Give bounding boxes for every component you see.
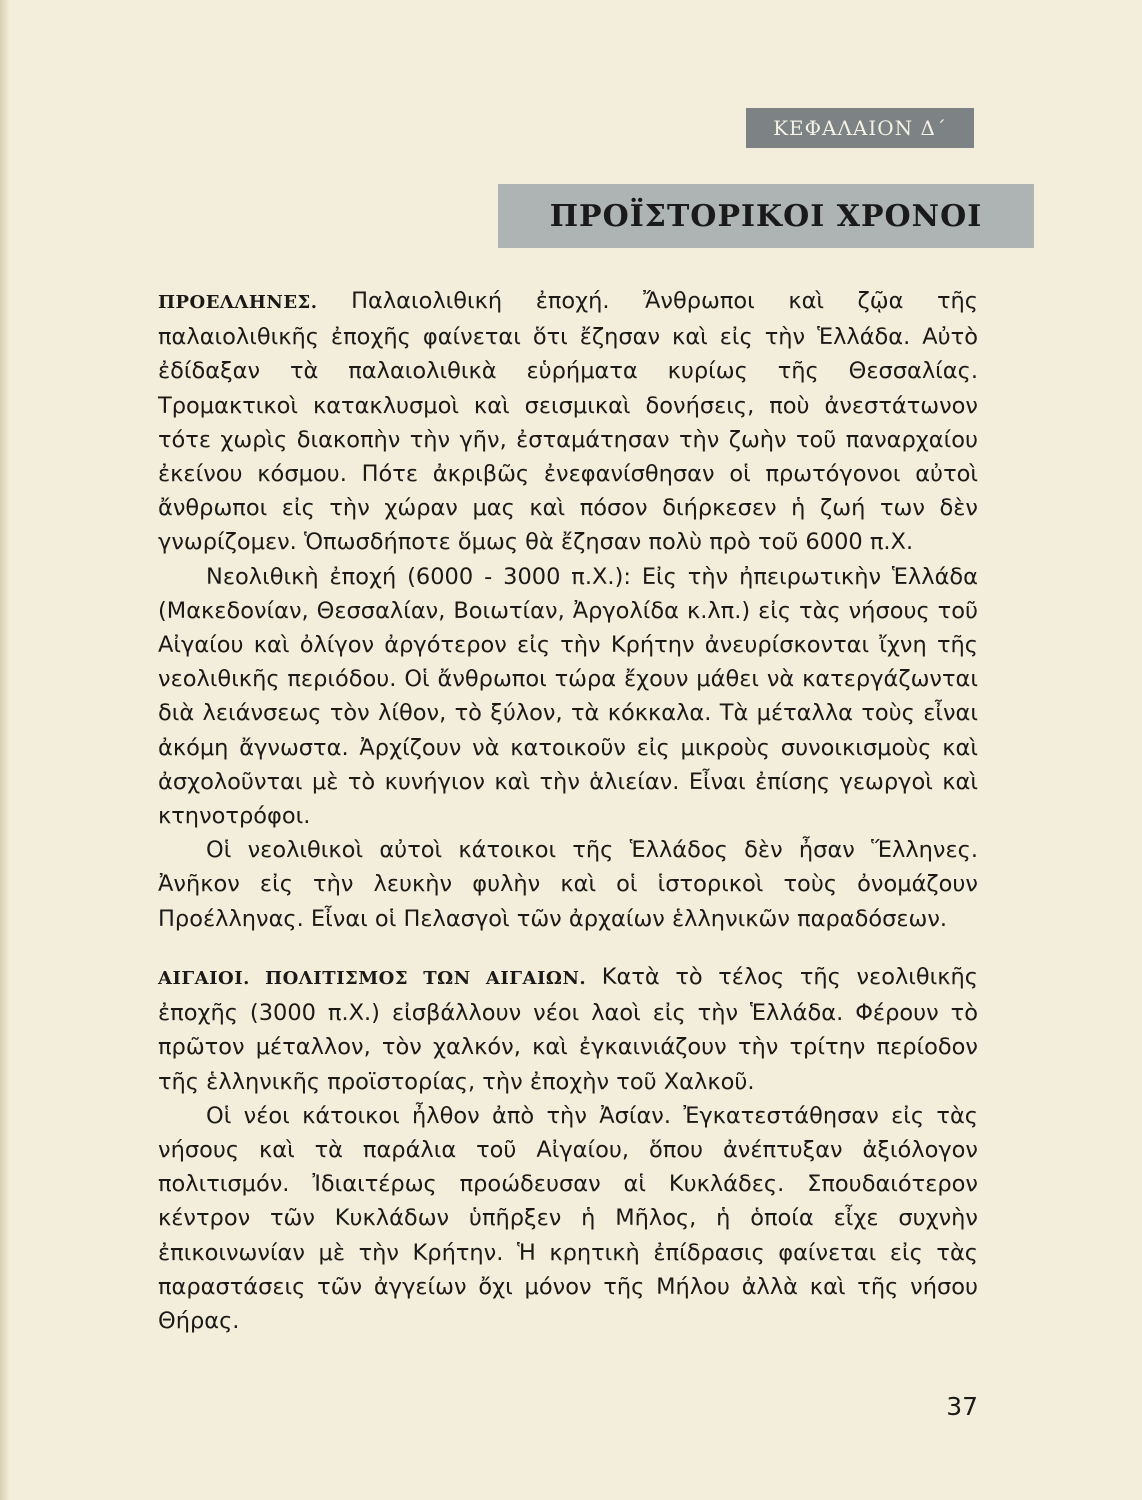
section-heading: ΠΡΟΕΛΛΗΝΕΣ. bbox=[158, 292, 318, 313]
paragraph: Οἱ νέοι κάτοικοι ἦλθον ἀπὸ τὴν Ἀσίαν. Ἐγκατεστάθησαν εἰς τὰς νήσους καὶ τὰ παράλια τοῦ Αἰγαίου, ὅπου ἀνέπτυξαν ἀξιόλογον πολιτισμόν. Ἰδιαιτέρως προώδευσαν αἱ Κυκλάδες. Σπουδαιότερον κέντρον τῶν Κυκλάδων ὑπῆρξεν ἡ Μῆλος, ἡ ὁποία εἶχε συχνὴν ἐπικοινωνίαν μὲ τὴν Κρήτην. Ἡ κρητικὴ ἐπίδρασις φαίνεται εἰς τὰς παραστάσεις τῶν ἀγγείων ὄχι μόνον τῆς Μήλου ἀλλὰ καὶ τῆς νήσου Θήρας. bbox=[158, 1102, 978, 1335]
chapter-title: ΠΡΟΪΣΤΟΡΙΚΟΙ ΧΡΟΝΟΙ bbox=[549, 199, 983, 234]
section-proellines bbox=[158, 284, 978, 936]
paragraph-text: Παλαιολιθική ἐποχή. Ἄνθρωποι καὶ ζῷα τῆς παλαιολιθικῆς ἐποχῆς φαίνεται ὅτι ἔζησαν καὶ εἰς τὴν Ἑλλάδα. Αὐτὸ ἐδίδαξαν τὰ παλαιολιθικὰ εὑρήματα κυρίως τῆς Θεσσαλίας. Τρομακτικοὶ κατακλυσμοὶ καὶ σεισμικαὶ δονήσεις, ποὺ ἀνεστάτωνον τότε χωρὶς διακοπὴν τὴν γῆν, ἐσταμάτησαν τὴν ζωὴν τοῦ παναρχαίου ἐκείνου κόσμου. Πότε ἀκριβῶς ἐνεφανίσθησαν οἱ πρωτόγονοι αὐτοὶ ἄνθρωποι εἰς τὴν χώραν μας καὶ πόσον διήρκεσεν ἡ ζωή των δὲν γνωρίζομεν. Ὁπωσδήποτε ὅμως θὰ ἔζησαν πολὺ πρὸ τοῦ 6000 π.Χ. bbox=[158, 288, 978, 556]
page-number: 37 bbox=[946, 1392, 978, 1421]
paragraph-text: Κατὰ τὸ τέλος τῆς νεολιθικῆς ἐποχῆς (3000 π.Χ.) εἰσβάλλουν νέοι λαοὶ εἰς τὴν Ἑλλάδα. Φέρουν τὸ πρῶτον μέταλλον, τὸν χαλκόν, καὶ ἐγκαινιάζουν τὴν τρίτην περίοδον τῆς ἑλληνικῆς προϊστορίας, τὴν ἐποχὴν τοῦ Χαλκοῦ. bbox=[158, 964, 978, 1095]
chapter-label: ΚΕΦΑΛΑΙΟΝ Δ΄ bbox=[746, 108, 974, 148]
section-aigaioi bbox=[158, 960, 978, 1338]
section-heading: ΑΙΓΑΙΟΙ. ΠΟΛΙΤΙΣΜΟΣ ΤΩΝ ΑΙΓΑΙΩΝ. bbox=[158, 968, 587, 989]
paragraph bbox=[158, 960, 978, 1099]
paragraph: Νεολιθικὴ ἐποχή (6000 - 3000 π.Χ.): Εἰς τὴν ἠπειρωτικὴν Ἑλλάδα (Μακεδονίαν, Θεσσαλίαν, Βοιωτίαν, Ἀργολίδα κ.λπ.) εἰς τὰς νήσους τοῦ Αἰγαίου καὶ ὀλίγον ἀργότερον εἰς τὴν Κρήτην ἀνευρίσκονται ἴχνη τῆς νεολιθικῆς περιόδου. Οἱ ἄνθρωποι τώρα ἔχουν μάθει νὰ κατεργάζωνται διὰ λειάνσεως τὸν λίθον, τὸ ξύλον, τὰ κόκκαλα. Τὰ μέταλλα τοὺς εἶναι ἀκόμη ἄγνωστα. Ἀρχίζουν νὰ κατοικοῦν εἰς μικροὺς συνοικισμοὺς καὶ ἀσχολοῦνται μὲ τὸ κυνήγιον καὶ τὴν ἁλιείαν. Εἶναι ἐπίσης γεωργοὶ καὶ κτηνοτρόφοι. bbox=[158, 563, 978, 830]
paragraph bbox=[158, 284, 978, 560]
page-edge bbox=[0, 0, 10, 1500]
paragraph: Οἱ νεολιθικοὶ αὐτοὶ κάτοικοι τῆς Ἑλλάδος δὲν ἦσαν Ἕλληνες. Ἀνῆκον εἰς τὴν λευκὴν φυλὴν καὶ οἱ ἱστορικοὶ τοὺς ὀνομάζουν Προέλληνας. Εἶναι οἱ Πελασγοὶ τῶν ἀρχαίων ἑλληνικῶν παραδόσεων. bbox=[158, 837, 978, 932]
